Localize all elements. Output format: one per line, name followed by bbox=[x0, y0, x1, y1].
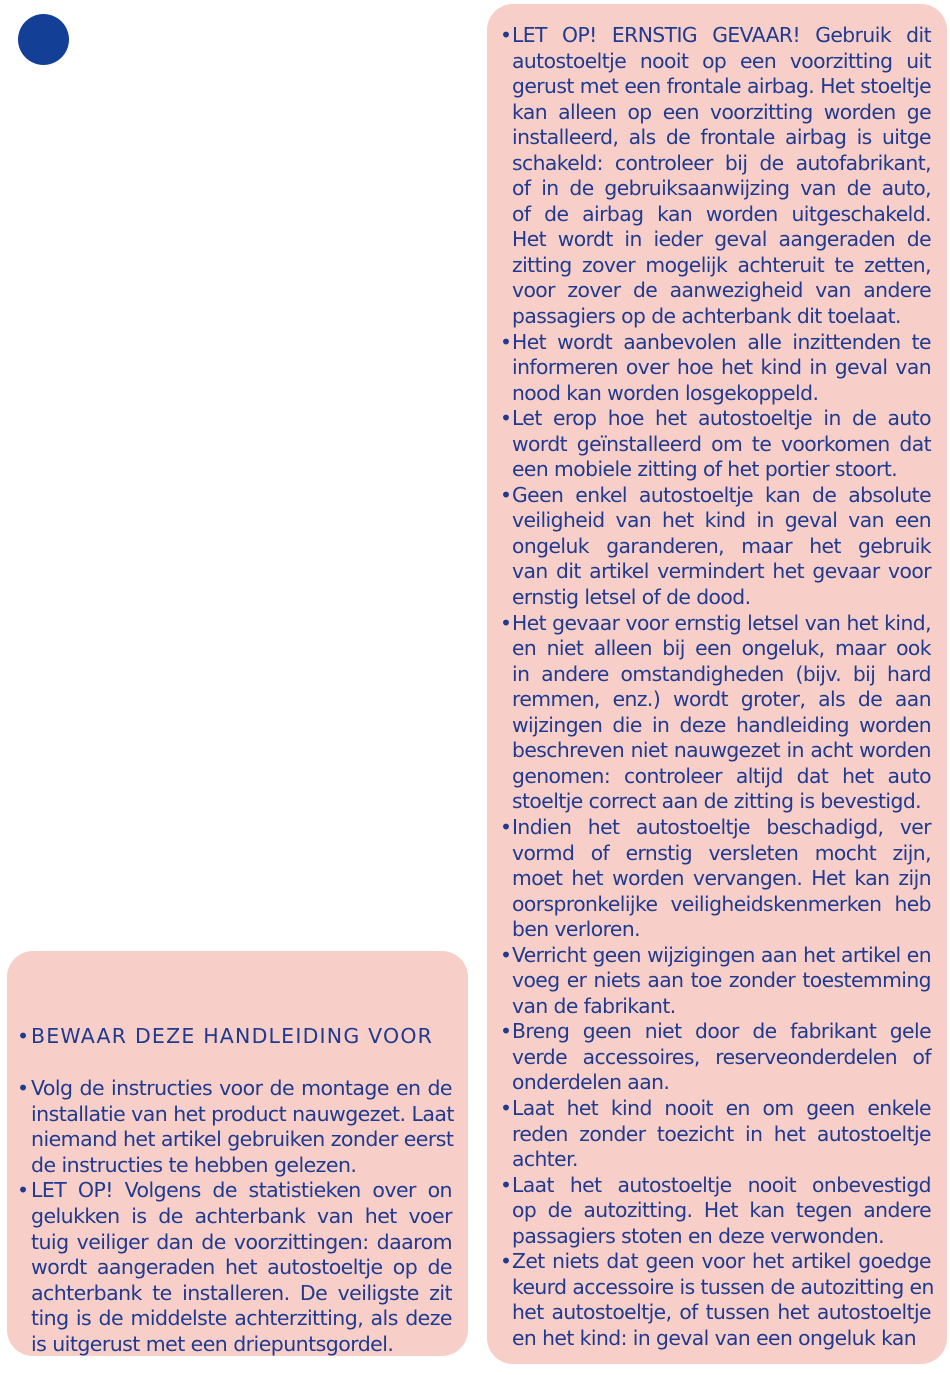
bullet-line: Indien het autostoeltje beschadigd, ver bbox=[512, 814, 931, 839]
bullet-line: in andere omstandigheden (bijv. bij hard bbox=[512, 661, 931, 686]
bullet-line: Het gevaar voor ernstig letsel van het kind, bbox=[512, 610, 931, 635]
right-bullet-list bbox=[500, 23, 934, 1351]
bullet-line: Volg de instructies voor de montage en de bbox=[31, 1076, 452, 1100]
bullet-line: reden zonder toezicht in het autostoeltje bbox=[512, 1121, 931, 1146]
bullet-line: Het wordt in ieder geval aangeraden de bbox=[512, 227, 931, 252]
page-marker-dot bbox=[18, 14, 69, 65]
heading-text: BEWAAR DEZE HANDLEIDING VOOR bbox=[31, 1024, 434, 1048]
left-bullet-list bbox=[17, 1076, 452, 1358]
bullet-line: of de airbag kan worden uitgeschakeld. bbox=[512, 201, 931, 226]
bullet-line: passagiers stoten en deze verwonden. bbox=[512, 1223, 885, 1248]
bullet-line: Zet niets dat geen voor het artikel goedge bbox=[512, 1249, 931, 1274]
bullet-line: onderdelen aan. bbox=[512, 1070, 670, 1095]
bullet-glyph: • bbox=[500, 406, 512, 431]
bullet-glyph: • bbox=[17, 1024, 30, 1048]
bullet-item bbox=[500, 611, 931, 815]
bullet-line: passagiers op de achterbank dit toelaat. bbox=[512, 304, 901, 329]
bullet-line: vormd of ernstig versleten mocht zijn, bbox=[512, 840, 931, 865]
bullet-item bbox=[500, 1019, 931, 1096]
right-warning-panel bbox=[487, 4, 947, 1364]
bullet-line: tuig veiliger dan de voorzittingen: daarom bbox=[31, 1229, 452, 1254]
bullet-item bbox=[500, 483, 931, 611]
bullet-item bbox=[500, 406, 931, 483]
bullet-line: zitting zover mogelijk achteruit te zetten, bbox=[512, 252, 931, 277]
bullet-line: voor zover de aanwezigheid van andere bbox=[512, 278, 931, 303]
bullet-glyph: • bbox=[500, 942, 512, 967]
bullet-glyph: • bbox=[500, 1019, 512, 1044]
bullet-line: Laat het kind nooit en om geen enkele bbox=[512, 1095, 931, 1120]
bullet-glyph: • bbox=[500, 814, 512, 839]
bullet-line: oorspronkelijke veiligheidskenmerken heb bbox=[512, 891, 931, 916]
bullet-item bbox=[500, 1173, 931, 1250]
bullet-line: Het wordt aanbevolen alle inzittenden te bbox=[512, 329, 931, 354]
bullet-line: van dit artikel vermindert het gevaar voor bbox=[512, 559, 931, 584]
bullet-line: en het kind: in geval van een ongeluk kan bbox=[512, 1325, 917, 1350]
bullet-item bbox=[500, 1249, 934, 1351]
bullet-line: ting is de middelste achterzitting, als deze bbox=[31, 1306, 452, 1331]
bullet-line: keurd accessoire is tussen de autozitting en bbox=[512, 1274, 934, 1299]
bullet-line: Verricht geen wijzigingen aan het artikel en bbox=[512, 942, 931, 967]
bullet-line: informeren over hoe het kind in geval van bbox=[512, 355, 931, 380]
bullet-line: het autostoeltje, of tussen het autostoeltje bbox=[512, 1300, 931, 1325]
bullet-line: schakeld: controleer bij de autofabrikant, bbox=[512, 150, 931, 175]
bullet-line: installeerd, als de frontale airbag is uitge bbox=[512, 125, 931, 150]
bullet-line: niemand het artikel gebruiken zonder eerst bbox=[31, 1127, 454, 1152]
bullet-line: gelukken is de achterbank van het voer bbox=[31, 1203, 452, 1228]
bullet-line: Breng geen niet door de fabrikant gele bbox=[512, 1019, 931, 1044]
bullet-glyph: • bbox=[500, 482, 512, 507]
bullet-line: kan alleen op een voorzitting worden ge bbox=[512, 99, 931, 124]
bullet-glyph: • bbox=[500, 1095, 512, 1120]
bullet-line: Geen enkel autostoeltje kan de absolute bbox=[512, 482, 931, 507]
bullet-line: ongeluk garanderen, maar het gebruik bbox=[512, 533, 931, 558]
bullet-line: LET OP! ERNSTIG GEVAAR! Gebruik dit bbox=[512, 23, 931, 47]
bullet-line: stoeltje correct aan de zitting is bevestigd. bbox=[512, 789, 922, 814]
bullet-line: van de fabrikant. bbox=[512, 993, 676, 1018]
bullet-line: de instructies te hebben gelezen. bbox=[31, 1152, 357, 1177]
bullet-line: remmen, enz.) wordt groter, als de aan bbox=[512, 687, 931, 712]
bullet-line: installatie van het product nauwgezet. Laat bbox=[31, 1101, 454, 1126]
bullet-line: wordt geïnstalleerd om te voorkomen dat bbox=[512, 431, 931, 456]
bullet-line: een mobiele zitting of het portier stoort. bbox=[512, 457, 898, 482]
bullet-line: wordt aangeraden het autostoeltje op de bbox=[31, 1255, 452, 1280]
bullet-item bbox=[17, 1076, 452, 1178]
bullet-line: Laat het autostoeltje nooit onbevestigd bbox=[512, 1172, 931, 1197]
bullet-line: achter. bbox=[512, 1147, 578, 1172]
keep-manual-heading bbox=[17, 1023, 476, 1049]
bullet-item bbox=[17, 1178, 452, 1357]
bullet-glyph: • bbox=[500, 23, 512, 47]
bullet-item bbox=[500, 815, 931, 943]
bullet-line: ernstig letsel of de dood. bbox=[512, 585, 751, 610]
bullet-glyph: • bbox=[500, 329, 512, 354]
bullet-line: voeg er niets aan toe zonder toestemming bbox=[512, 968, 931, 993]
bullet-line: genomen: controleer altijd dat het auto bbox=[512, 763, 931, 788]
bullet-line: Let erop hoe het autostoeltje in de auto bbox=[512, 406, 931, 431]
bullet-line: LET OP! Volgens de statistieken over on bbox=[31, 1178, 452, 1203]
bullet-line: achterbank te installeren. De veiligste zit bbox=[31, 1280, 452, 1305]
bullet-glyph: • bbox=[500, 610, 512, 635]
bullet-item bbox=[500, 330, 931, 407]
bullet-line: beschreven niet nauwgezet in acht worden bbox=[512, 738, 931, 763]
bullet-line: verde accessoires, reserveonderdelen of bbox=[512, 1044, 931, 1069]
left-warning-panel bbox=[7, 951, 468, 1356]
bullet-line: veiligheid van het kind in geval van een bbox=[512, 508, 931, 533]
bullet-line: of in de gebruiksaanwijzing van de auto, bbox=[512, 176, 931, 201]
bullet-line: moet het worden vervangen. Het kan zijn bbox=[512, 866, 931, 891]
bullet-glyph: • bbox=[17, 1178, 29, 1203]
bullet-line: wijzingen die in deze handleiding worden bbox=[512, 712, 931, 737]
bullet-line: nood kan worden losgekoppeld. bbox=[512, 380, 819, 405]
bullet-item bbox=[500, 1096, 931, 1173]
bullet-item bbox=[500, 943, 931, 1020]
bullet-glyph: • bbox=[500, 1172, 512, 1197]
bullet-line: is uitgerust met een driepuntsgordel. bbox=[31, 1331, 394, 1356]
bullet-line: en niet alleen bij een ongeluk, maar ook bbox=[512, 636, 931, 661]
bullet-line: ben verloren. bbox=[512, 917, 641, 942]
bullet-line: op de autozitting. Het kan tegen andere bbox=[512, 1198, 931, 1223]
bullet-item bbox=[500, 23, 931, 330]
bullet-line: autostoeltje nooit op een voorzitting uit bbox=[512, 48, 931, 73]
bullet-glyph: • bbox=[500, 1249, 512, 1274]
bullet-line: gerust met een frontale airbag. Het stoeltje bbox=[512, 74, 931, 99]
bullet-glyph: • bbox=[17, 1076, 29, 1100]
